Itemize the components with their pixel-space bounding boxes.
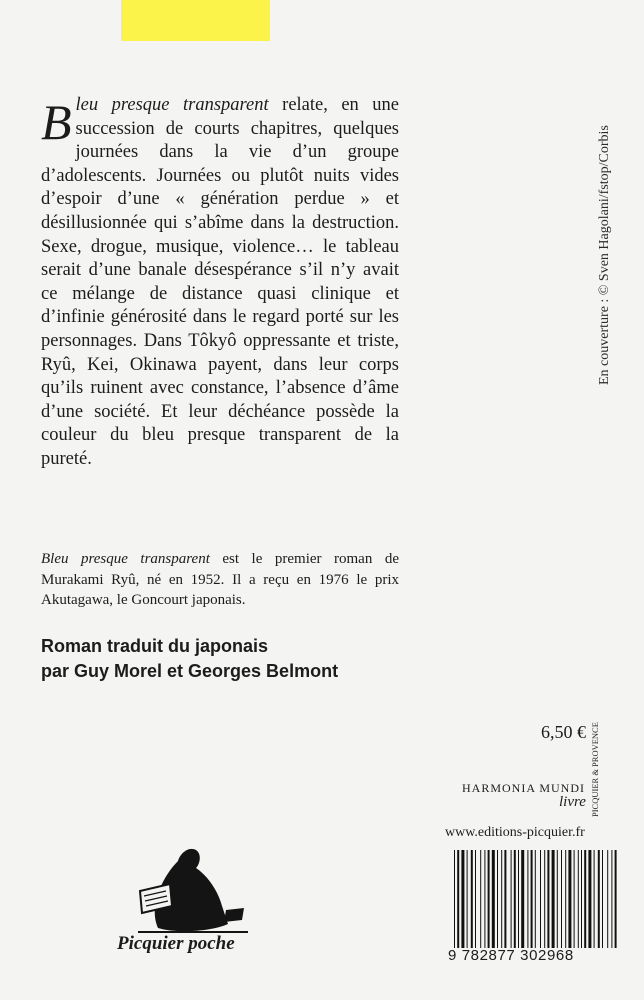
translation-line-1: Roman traduit du japonais: [41, 636, 269, 656]
blurb-title-rest: leu presque transparent: [75, 95, 269, 115]
logo-text: Picquier poche: [117, 933, 235, 954]
isbn: 9 782877 302968: [448, 947, 574, 964]
translation-line-2: par Guy Morel et Georges Belmont: [41, 661, 339, 681]
blurb-paragraph: [41, 94, 399, 472]
distributor-name: HARMONIA MUNDI: [462, 781, 586, 795]
distributor-sub: livre: [559, 794, 586, 810]
dropcap: B: [41, 94, 72, 150]
yellow-tab: [121, 0, 270, 41]
website: www.editions-picquier.fr: [445, 825, 585, 840]
price: 6,50 €: [541, 722, 586, 742]
translation-credit: [41, 634, 441, 684]
publisher-vertical: PICQUIER & PROVENCE: [590, 722, 600, 817]
about-title: Bleu presque transparent: [41, 551, 210, 567]
blurb-text: relate, en une succession de courts chapitres, quelques journées dans la vie d’un groupe d’adolescents. Journées ou plutôt nuits vides d’espoir d’une « génération perdue » et désillusionnée qui s’abîme dans la destruction. Sexe, drogue, musique, violence… le tableau serait d’une banale désespérance s’il n’y avait ce mélange de distance quasi clinique et d’infinie générosité dans le regard porté sur les personnages. Dans Tôkyô oppressante et triste, Ryû, Kei, Okinawa payent, dans leur corps qu’ils ruinent avec constance, l’absence d’âme d’une société. Et leur déchéance possède la couleur du bleu presque transparent de la pureté.: [41, 95, 400, 469]
reader-logo-icon: [118, 836, 268, 936]
about-author: [41, 549, 399, 611]
barcode: [452, 850, 620, 948]
about-text: est le premier roman de Murakami Ryû, né en 1952. Il a reçu en 1976 le prix Akutagawa, le Goncourt japonais.: [41, 551, 399, 608]
cover-credit: En couverture : © Sven Hagolani/fstop/Corbis: [597, 125, 612, 385]
